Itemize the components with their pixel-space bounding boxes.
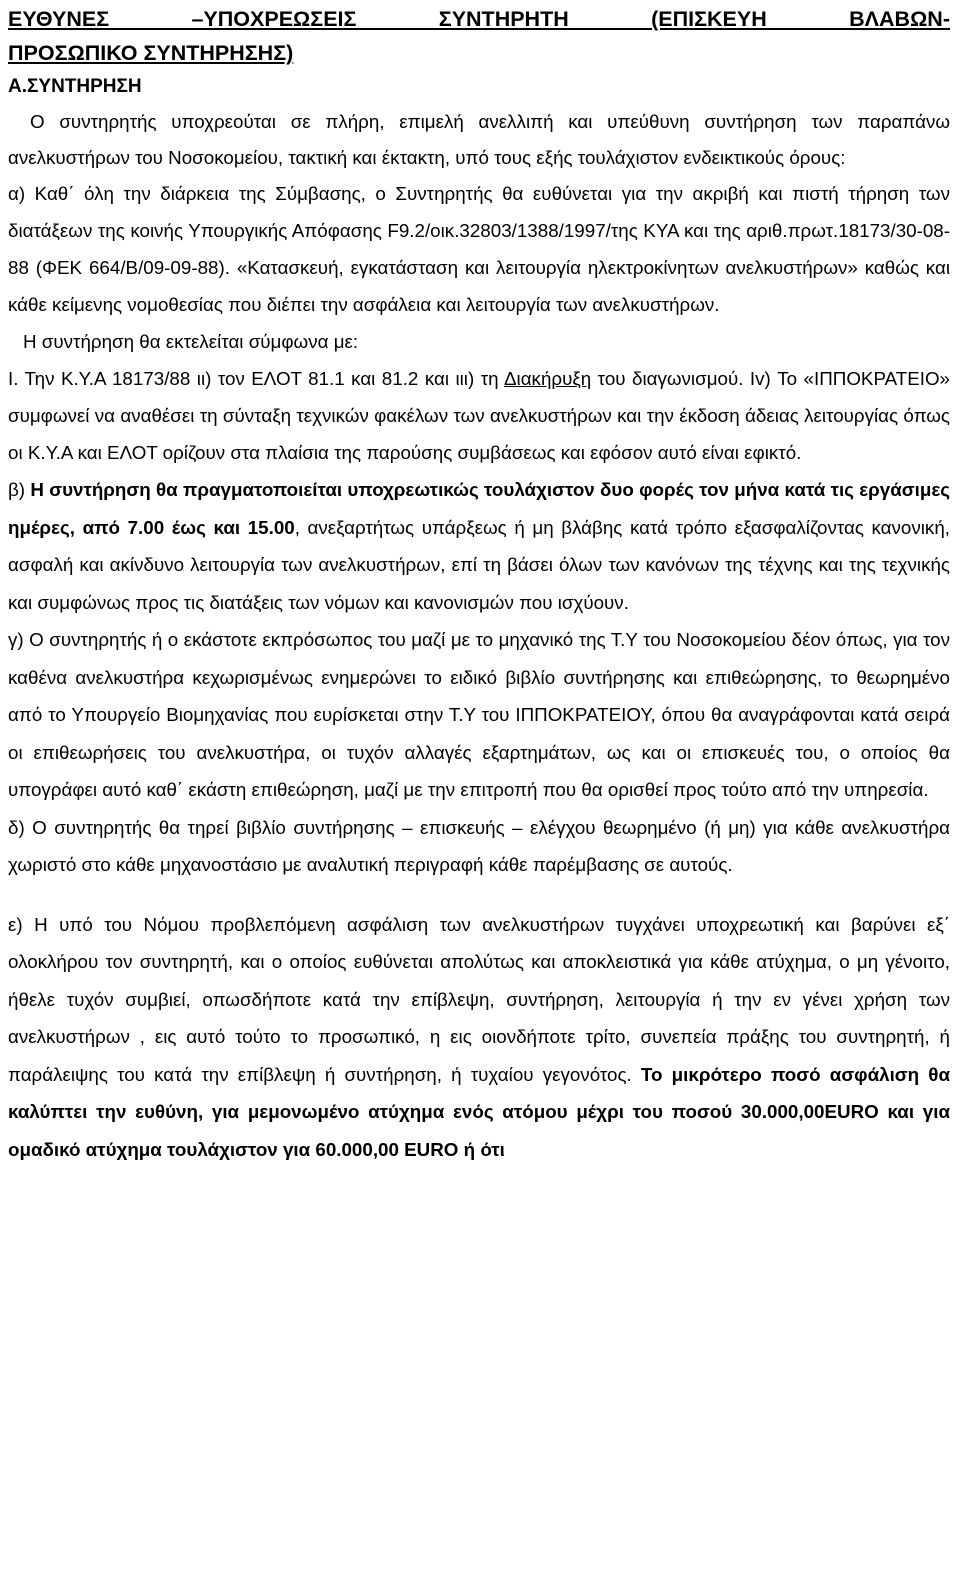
item-b-paragraph: β) Η συντήρηση θα πραγματοποιείται υποχρεωτικώς τουλάχιστον δυο φορές τον μήνα κατά τις εργάσιμες ημέρες, από 7.00 έως και 15.00, ανεξαρτήτως υπάρξεως ή μη βλάβης κατά τρόπο εξασφαλίζοντας κανονική, ασφαλή και ακίνδυνο λειτουργία των ανελκυστήρων, επί τη βάσει όλων των κανόνων της τέχνης και της τεχνικής και συμφώνως προς τις διατάξεις των νόμων και κανονισμών που ισχύουν.	[8, 479, 950, 613]
tender-link-text: Διακήρυξη	[503, 368, 592, 389]
item-c-paragraph: γ) Ο συντηρητής ή ο εκάστοτε εκπρόσωπος του μαζί με το μηχανικό της Τ.Υ του Νοσοκομείου δέον όπως, για τον καθένα ανελκυστήρα κεχωρισμένως ενημερώνει το ειδικό βιβλίο συντήρησης και επιθεώρησης, το θεωρημένο από το Υπουργείο Βιομηχανίας που ευρίσκεται στην Τ.Υ του ΙΠΠΟΚΡΑΤΕΙΟΥ, όπου θα αναγράφονται κατά σειρά οι επιθεωρήσεις του ανελκυστήρα, οι τυχόν αλλαγές εξαρτημάτων, ως και οι επισκευές του, ο οποίος θα υπογράφει αυτό καθ΄ εκάστη επιθεώρηση, μαζί με την επιτροπή που θα ορισθεί προς τούτο από την υπηρεσία.	[8, 629, 950, 800]
document-title-line-2: ΠΡΟΣΩΠΙΚΟ ΣΥΝΤΗΡΗΣΗΣ)	[8, 41, 294, 65]
item-b-bold-text: Η συντήρηση θα πραγματοποιείται υποχρεωτικώς τουλάχιστον δυο φορές τον μήνα κατά τις εργάσιμες ημέρες, από 7.00 έως και 15.00	[8, 479, 950, 538]
item-e-bold-text: Το μικρότερο ποσό ασφάλιση θα καλύπτει την ευθύνη, για μεμονωμένο ατύχημα ενός ατόμου μέχρι του ποσού 30.000,00EURO και για ομαδικό ατύχημα τουλάχιστον για 60.000,00 EURO ή ότι	[8, 1063, 951, 1160]
paragraph-gap	[8, 884, 950, 906]
section-heading: Α.ΣΥΝΤΗΡΗΣΗ	[8, 76, 142, 97]
intro-paragraph: Ο συντηρητής υποχρεούται σε πλήρη, επιμελή ανελλιπή και υπεύθυνη συντήρηση των παραπάνω ανελκυστήρων του Νοσοκομείου, τακτική και έκτακτη, υπό τους εξής τουλάχιστον ενδεικτικούς όρους:	[8, 111, 950, 168]
item-a-paragraph: α) Καθ΄ όλη την διάρκεια της Σύμβασης, ο Συντηρητής θα ευθύνεται για την ακριβή και πιστή τήρηση των διατάξεων της κοινής Υπουργικής Απόφασης F9.2/οικ.32803/1388/1997/της ΚΥΑ και της αριθ.πρωτ.18173/30-08-88 (ΦΕΚ 664/Β/09-09-88). «Κατασκευή, εγκατάσταση και λειτουργία ηλεκτροκίνητων ανελκυστήρων» καθώς και κάθε κείμενης νομοθεσίας που διέπει την ασφάλεια και λειτουργία των ανελκυστήρων.	[8, 183, 950, 315]
item-e-paragraph: ε) Η υπό του Νόμου προβλεπόμενη ασφάλιση των ανελκυστήρων τυγχάνει υποχρεωτική και βαρύνει εξ΄ ολοκλήρου τον συντηρητή, και ο οποίος ευθύνεται απολύτως και αποκλειστικά για κάθε ατύχημα, ο μη γένοιτο, ήθελε τυχόν συμβιεί, οπωσδήποτε κατά την επίβλεψη, συντήρηση, λειτουργία ή την εν γένει χρήση των ανελκυστήρων , εις αυτό τούτο το προσωπικό, η εις οιονδήποτε τρίτο, συνεπεία πράξης του συντηρητή, ή παράλειψης του κατά την επίβλεψη ή συντήρηση, ή τυχαίου γεγονότος. Το μικρότερο ποσό ασφάλιση θα καλύπτει την ευθύνη, για μεμονωμένο ατύχημα ενός ατόμου μέχρι του ποσού 30.000,00EURO και για ομαδικό ατύχημα τουλάχιστον για 60.000,00 EURO ή ότι	[8, 913, 951, 1160]
document-title-line-1: ΕΥΘΥΝΕΣ –ΥΠΟΧΡΕΩΣΕΙΣ ΣΥΝΤΗΡΗΤΗ (ΕΠΙΣΚΕΥΗ ΒΛΑΒΩΝ-	[8, 7, 950, 31]
item-a-maintenance-intro: Η συντήρηση θα εκτελείται σύμφωνα με:	[23, 331, 359, 352]
item-d-paragraph: δ) Ο συντηρητής θα τηρεί βιβλίο συντήρησης – επισκευής – ελέγχου θεωρημένο (ή μη) για κάθε ανελκυστήρα χωριστό στο κάθε μηχανοστάσιο με αναλυτική περιγραφή κάθε παρέμβασης σε αυτούς.	[8, 816, 950, 875]
item-a-maintenance-list: Ι. Την Κ.Υ.Α 18173/88 ιι) τον ΕΛΟΤ 81.1 και 81.2 και ιιι) τη Διακήρυξη του διαγωνισμού. Ιv) Το «ΙΠΠΟΚΡΑΤΕΙΟ» συμφωνεί να αναθέσει τη σύνταξη τεχνικών φακέλων των ανελκυστήρων και την έκδοση άδειας λειτουργίας όπως οι Κ.Υ.Α και ΕΛΟΤ ορίζουν στα πλαίσια της παρούσης συμβάσεως και εφόσον αυτό είναι εφικτό.	[8, 368, 950, 463]
